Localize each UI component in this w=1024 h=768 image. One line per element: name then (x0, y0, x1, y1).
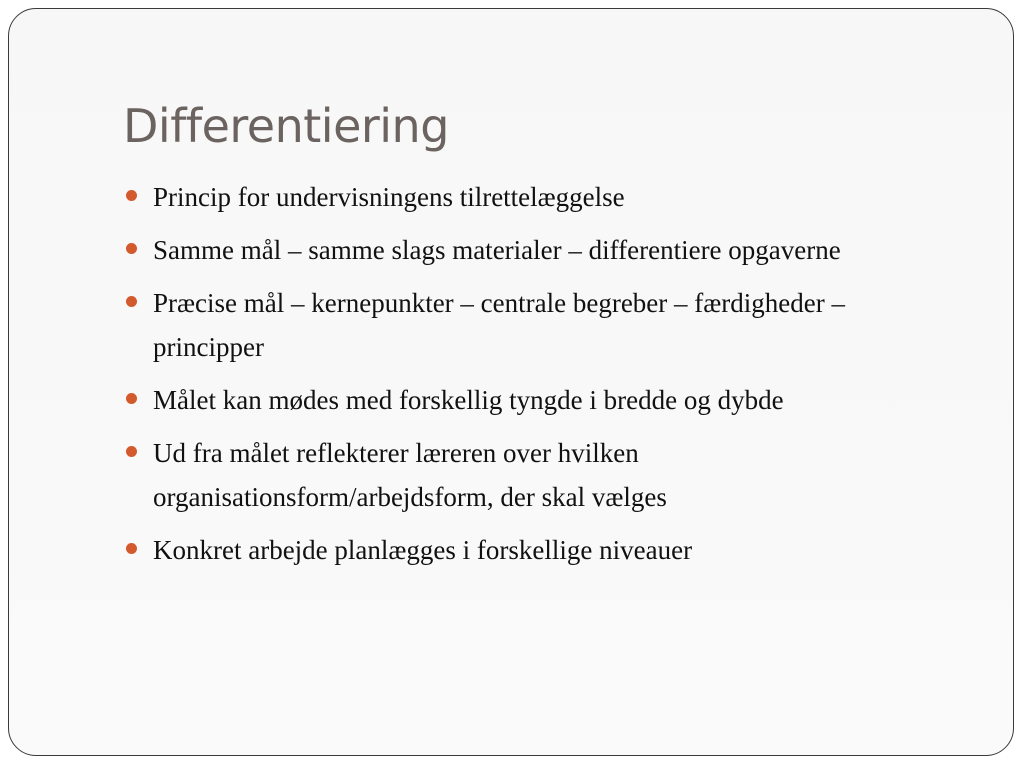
bullet-text: Konkret arbejde planlægges i forskellige niveauer (153, 535, 693, 565)
bullet-text: Målet kan mødes med forskellig tyngde i bredde og dybde (153, 385, 784, 415)
bullet-item (123, 378, 943, 422)
bullet-text: Ud fra målet reflekterer læreren over hvilken organisationsform/arbejdsform, der skal vælges (153, 438, 667, 512)
bullet-dot-icon (126, 446, 137, 457)
bullet-dot-icon (126, 190, 137, 201)
bullet-dot-icon (126, 393, 137, 404)
bullet-item (123, 228, 943, 272)
bullet-dot-icon (126, 543, 137, 554)
bullet-list (123, 175, 943, 581)
bullet-text: Princip for undervisningens tilrettelæggelse (153, 182, 625, 212)
slide-title: Differentiering (123, 99, 449, 153)
bullet-text: Præcise mål – kernepunkter – centrale begreber – færdigheder – principper (153, 288, 845, 362)
bullet-text: Samme mål – samme slags materialer – differentiere opgaverne (153, 235, 841, 265)
bullet-item (123, 281, 943, 369)
bullet-dot-icon (126, 243, 137, 254)
bullet-dot-icon (126, 296, 137, 307)
bullet-item (123, 431, 943, 519)
bullet-item (123, 528, 943, 572)
bullet-item (123, 175, 943, 219)
slide-frame (8, 8, 1014, 756)
